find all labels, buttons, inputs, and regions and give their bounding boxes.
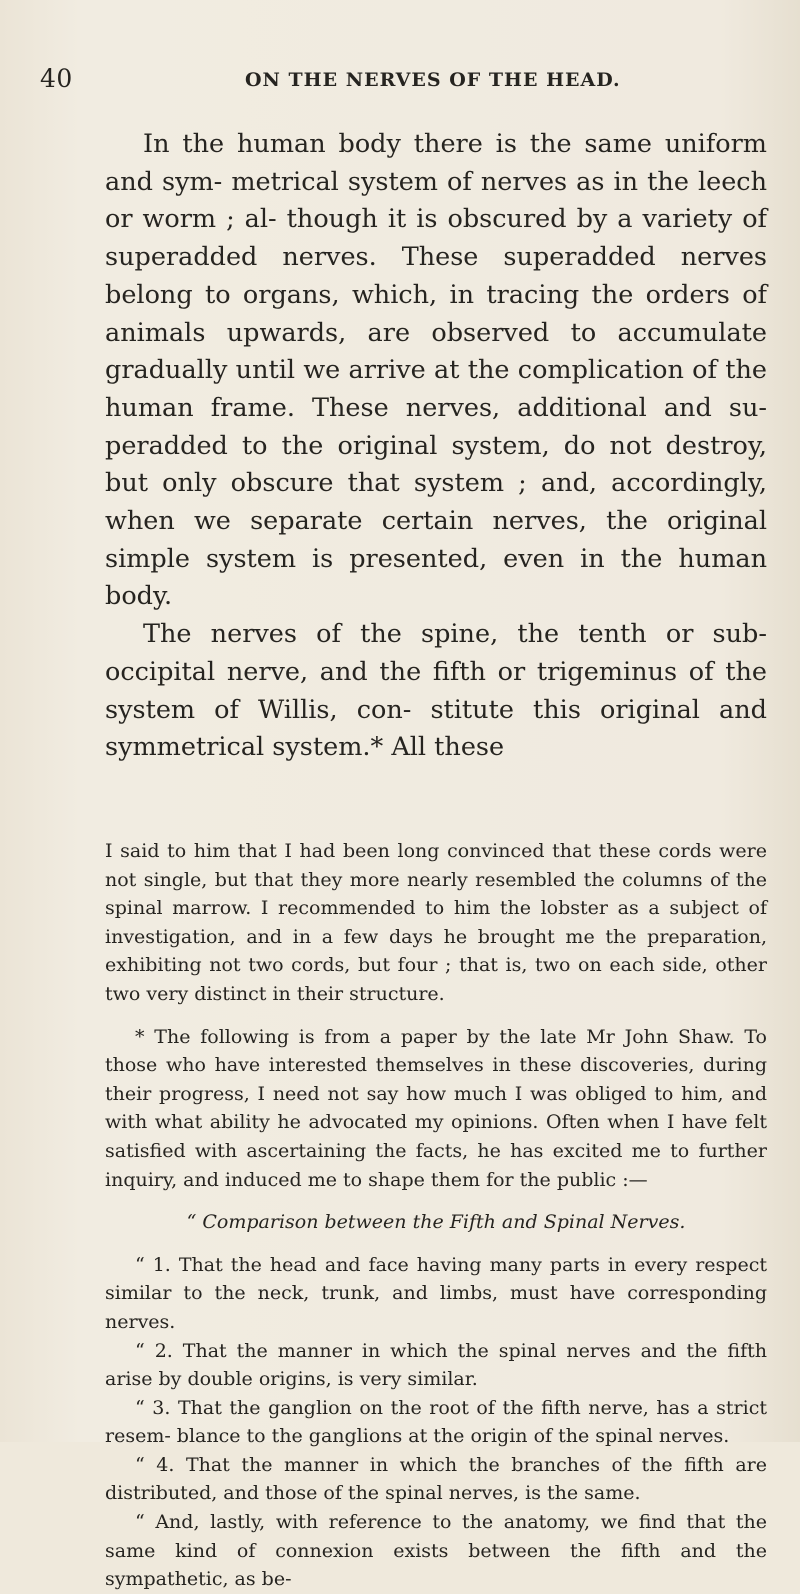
footnote-heading: “ Comparison between the Fifth and Spinal Nerves.	[186, 1211, 686, 1234]
footnote-item: “ And, lastly, with reference to the anatomy, we find that the same kind of connexion exists between the fifth and the sympathetic, as be-	[105, 1511, 767, 1591]
body-paragraph: In the human body there is the same uniform and sym- metrical system of nerves as in the leech or worm ; al- though it is obscured by a variety of superadded nerves. These superadded nerves belong to organs, which, in tracing the orders of animals upwards, are observed to accumulate gradually until we arrive at the complication of the human frame. These nerves, additional and su- peradded to the original system, do not destroy, but only obscure that system ; and, accordingly, when we separate certain nerves, the original simple system is presented, even in the human body.	[105, 129, 767, 612]
main-text	[105, 126, 767, 767]
page-header	[40, 64, 760, 100]
continued-note: I said to him that I had been long convinced that these cords were not single, but that they more nearly resembled the columns of the spinal marrow. I recommended to him the lobster as a subject of investigation, and in a few days he brought me the preparation, exhibiting not two cords, but four ; that is, two on each side, other two very distinct in their structure.	[105, 840, 767, 1005]
footnote: * The following is from a paper by the late Mr John Shaw. To those who have interested themselves in these discoveries, during their progress, I need not say how much I was obliged to him, and with what ability he advocated my opinions. Often when I have felt satisfied with ascertaining the facts, he has excited me to further inquiry, and induced me to shape them for the public :—	[105, 1025, 767, 1191]
footnote-item: “ 3. That the ganglion on the root of the fifth nerve, has a strict resem- blance to the ganglions at the origin of the spinal nerves.	[105, 1396, 767, 1448]
page-number: 40	[40, 64, 73, 93]
notes-section	[105, 837, 767, 1594]
running-head: ON THE NERVES OF THE HEAD.	[245, 69, 621, 91]
footnote-item: “ 1. That the head and face having many parts in every respect similar to the neck, trunk, and limbs, must have corresponding nerves.	[105, 1253, 767, 1333]
footnote-item: “ 4. That the manner in which the branches of the fifth are distributed, and those of the spinal nerves, is the same.	[105, 1453, 767, 1505]
body-paragraph: The nerves of the spine, the tenth or sub-occipital nerve, and the fifth or trigeminus of the system of Willis, con- stitute this original and symmetrical system.* All these	[105, 619, 767, 763]
footnote-item: “ 2. That the manner in which the spinal nerves and the fifth arise by double origins, is very similar.	[105, 1339, 767, 1391]
